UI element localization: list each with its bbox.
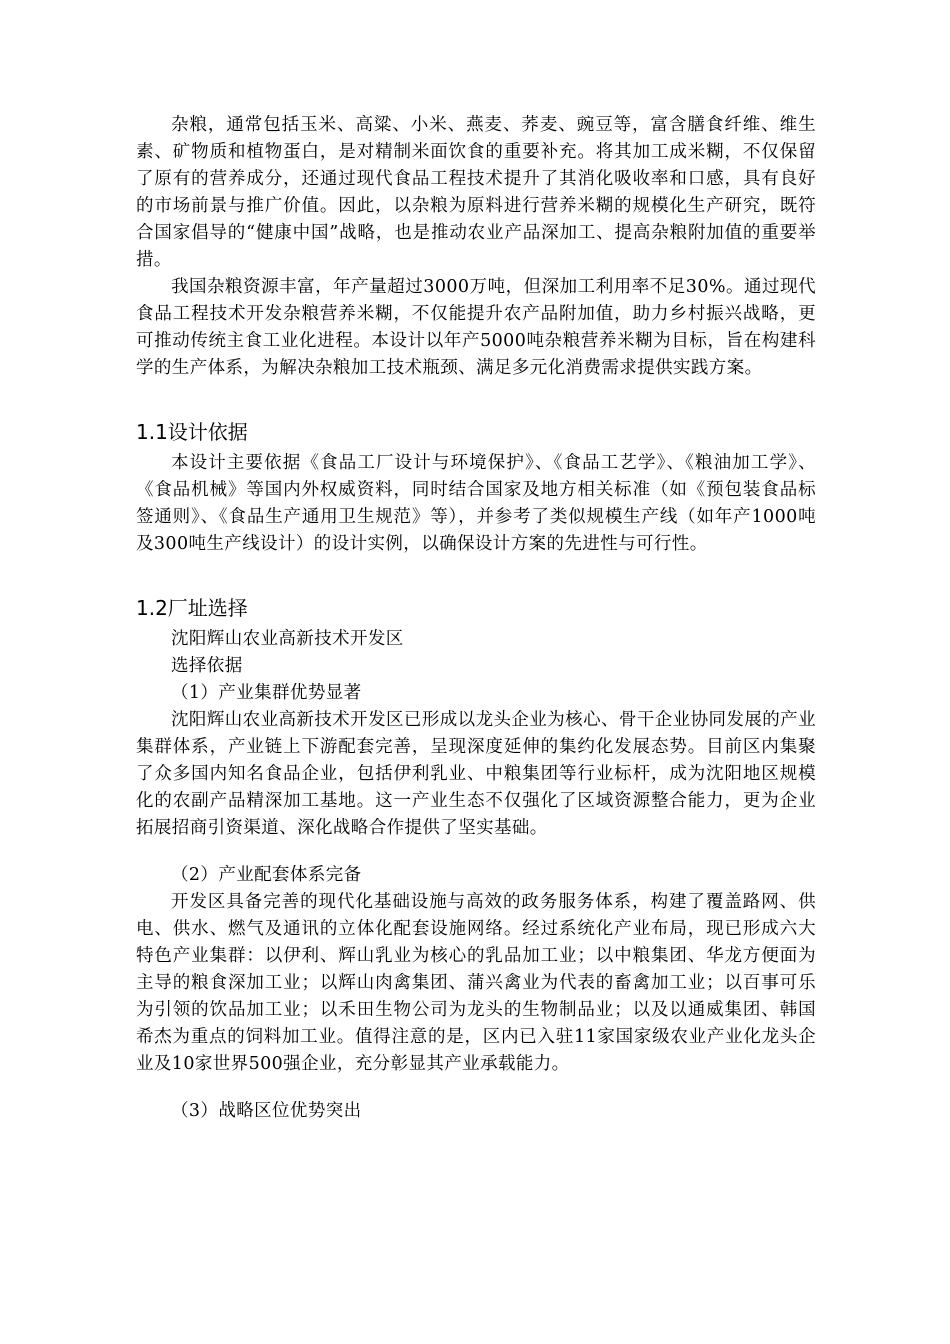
site-name: 沈阳辉山农业高新技术开发区: [171, 629, 404, 649]
item-1-title: （1）产业集群优势显著: [171, 683, 362, 703]
item-3-title: （3）战略区位优势突出: [171, 1101, 362, 1121]
item-2-title: （2）产业配套体系完备: [171, 865, 362, 885]
section-heading-1-1: 1.1设计依据: [136, 420, 248, 444]
intro-paragraph-1: 杂粮，通常包括玉米、高粱、小米、燕麦、荞麦、豌豆等，富含膳食纤维、维生素、矿物质和植物蛋白，是对精制米面饮食的重要补充。将其加工成米糊，不仅保留了原有的营养成分，还通过现代食品工程技术提升了其消化吸收率和口感，具有良好的市场前景与推广价值。因此，以杂粮为原料进行营养米糊的规模化生产研究，既符合国家倡导的“健康中国”战略，也是推动农业产品深加工、提高杂粮附加值的重要举措。: [136, 115, 816, 270]
basis-label: 选择依据: [171, 656, 243, 676]
item-2-text: 开发区具备完善的现代化基础设施与高效的政务服务体系，构建了覆盖路网、供电、供水、燃气及通讯的立体化配套设施网络。经过系统化产业布局，现已形成六大特色产业集群：以伊利、辉山乳业为核心的乳品加工业；以中粮集团、华龙方便面为主导的粮食深加工业；以辉山肉禽集团、蒲兴禽业为代表的畜禽加工业；以百事可乐为引领的饮品加工业；以禾田生物公司为龙头的生物制品业；以及以通威集团、韩国希杰为重点的饲料加工业。值得注意的是，区内已入驻11家国家级农业产业化龙头企业及10家世界500强企业，充分彰显其产业承载能力。: [136, 892, 816, 1074]
document-page: [136, 112, 816, 1125]
section-1-1-paragraph: 本设计主要依据《食品工厂设计与环境保护》、《食品工艺学》、《粮油加工学》、《食品机械》等国内外权威资料，同时结合国家及地方相关标准（如《预包装食品标签通则》、《食品生产通用卫生规范》等），并参考了类似规模生产线（如年产1000吨及300吨生产线设计）的设计实例，以确保设计方案的先进性与可行性。: [136, 453, 816, 554]
item-1-text: 沈阳辉山农业高新技术开发区已形成以龙头企业为核心、骨干企业协同发展的产业集群体系，产业链上下游配套完善，呈现深度延伸的集约化发展态势。目前区内集聚了众多国内知名食品企业，包括伊利乳业、中粮集团等行业标杆，成为沈阳地区规模化的农副产品精深加工基地。这一产业生态不仅强化了区域资源整合能力，更为企业拓展招商引资渠道、深化战略合作提供了坚实基础。: [136, 710, 816, 838]
intro-paragraph-2: 我国杂粮资源丰富，年产量超过3000万吨，但深加工利用率不足30%。通过现代食品工程技术开发杂粮营养米糊，不仅能提升农产品附加值，助力乡村振兴战略，更可推动传统主食工业化进程。本设计以年产5000吨杂粮营养米糊为目标，旨在构建科学的生产体系，为解决杂粮加工技术瓶颈、满足多元化消费需求提供实践方案。: [136, 277, 816, 378]
section-heading-1-2: 1.2厂址选择: [136, 596, 248, 620]
